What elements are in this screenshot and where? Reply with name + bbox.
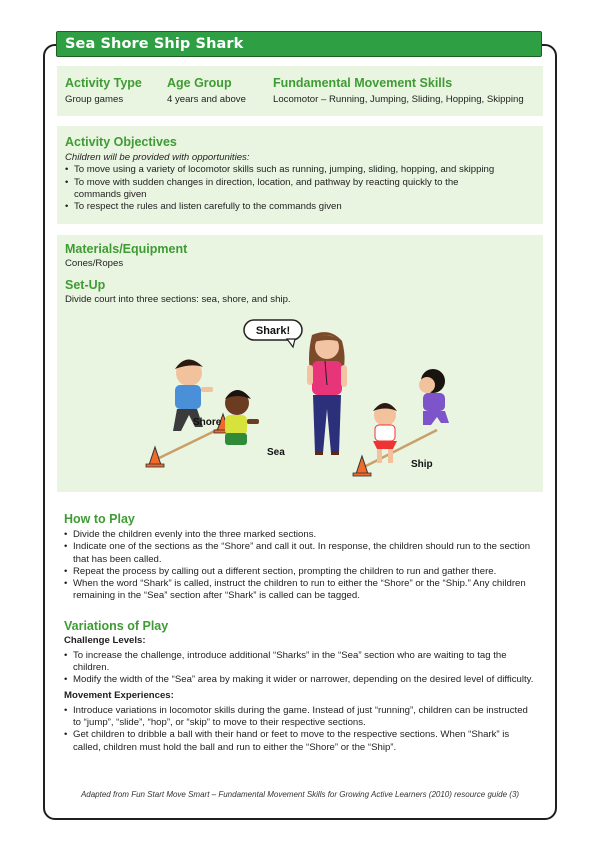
list-item: • Get children to dribble a ball with their hand or feet to move to the respective sections. When “Shark” is called, children must hold the ball and run to either the “Shore” or the “Ship”.: [64, 729, 534, 754]
challenge-list: [64, 650, 534, 687]
speech-bubble: [244, 320, 302, 347]
child-figure-sea: [225, 390, 259, 445]
list-item: • To move with sudden changes in direction, location, and pathway by reacting quickly to the commands given: [65, 177, 535, 202]
rope-shore: [155, 427, 223, 460]
challenge-heading: Challenge Levels:: [64, 635, 146, 646]
list-item: • To increase the challenge, introduce additional “Sharks” in the “Sea” section who are waiting to tag the children.: [64, 650, 534, 675]
list-item: • Indicate one of the sections as the “Shore” and call it out. In response, the children should run to the section that has been called.: [64, 541, 534, 566]
movement-list: [64, 705, 534, 754]
skills-block: [273, 76, 524, 106]
setup-value: Divide court into three sections: sea, shore, and ship.: [65, 294, 291, 306]
teacher-figure: [307, 332, 347, 455]
list-item: • Divide the children evenly into the three marked sections.: [64, 529, 534, 541]
label-sea: Sea: [267, 447, 285, 458]
setup-heading: Set-Up: [65, 278, 106, 293]
objectives-list: [65, 164, 535, 213]
child-figure-ship: [419, 369, 449, 425]
source-footnote: Adapted from Fun Start Move Smart – Fundamental Movement Skills for Growing Active Learners (2010) resource guide (3): [80, 790, 520, 799]
materials-value: Cones/Ropes: [65, 258, 124, 269]
label-shore: Shore: [193, 417, 222, 428]
how-to-play-heading: How to Play: [64, 512, 135, 526]
activity-type-value: Group games: [65, 94, 124, 105]
list-item: • To move using a variety of locomotor skills such as running, jumping, sliding, hopping, and skipping: [65, 164, 535, 176]
skills-value: Locomotor – Running, Jumping, Sliding, Hopping, Skipping: [273, 94, 524, 105]
list-item: • To respect the rules and listen carefully to the commands given: [65, 201, 535, 213]
how-to-play-section: [64, 512, 534, 603]
movement-heading: Movement Experiences:: [64, 690, 174, 702]
child-figure-ship: [373, 403, 397, 463]
materials-heading: Materials/Equipment: [65, 242, 188, 256]
label-ship: Ship: [411, 459, 433, 470]
overview-panel: [57, 66, 543, 116]
title-bar: [56, 31, 542, 57]
list-item: • Introduce variations in locomotor skills during the game. Instead of just “running”, children can be instructed to “jump”, “slide”, “hop”, or “skip” to move to their respective sections.: [64, 705, 534, 730]
setup-panel: [57, 235, 543, 492]
activity-type-block: [65, 76, 142, 106]
objectives-intro: Children will be provided with opportunities:: [65, 152, 250, 163]
variations-heading: Variations of Play: [64, 619, 169, 633]
page-title: Sea Shore Ship Shark: [65, 36, 244, 52]
setup-illustration: [127, 315, 527, 487]
list-item: • When the word “Shark” is called, instruct the children to run to either the “Shore” or the “Ship.” Any children remaining in the “Sea” section after “Shark” is called can be tagged.: [64, 578, 534, 603]
variations-section: [64, 619, 534, 754]
age-group-block: [167, 76, 246, 106]
objectives-panel: [57, 126, 543, 224]
skills-label: Fundamental Movement Skills: [273, 76, 453, 90]
list-item: • Repeat the process by calling out a different section, prompting the children to run and gather there.: [64, 566, 534, 578]
how-to-play-list: [64, 529, 534, 603]
age-group-label: Age Group: [167, 76, 232, 90]
objectives-heading: Activity Objectives: [65, 135, 177, 149]
activity-type-label: Activity Type: [65, 76, 142, 90]
age-group-value: 4 years and above: [167, 94, 246, 105]
list-item: • Modify the width of the “Sea” area by making it wider or narrower, depending on the desired level of difficulty.: [64, 674, 534, 686]
speech-text: Shark!: [255, 325, 291, 337]
